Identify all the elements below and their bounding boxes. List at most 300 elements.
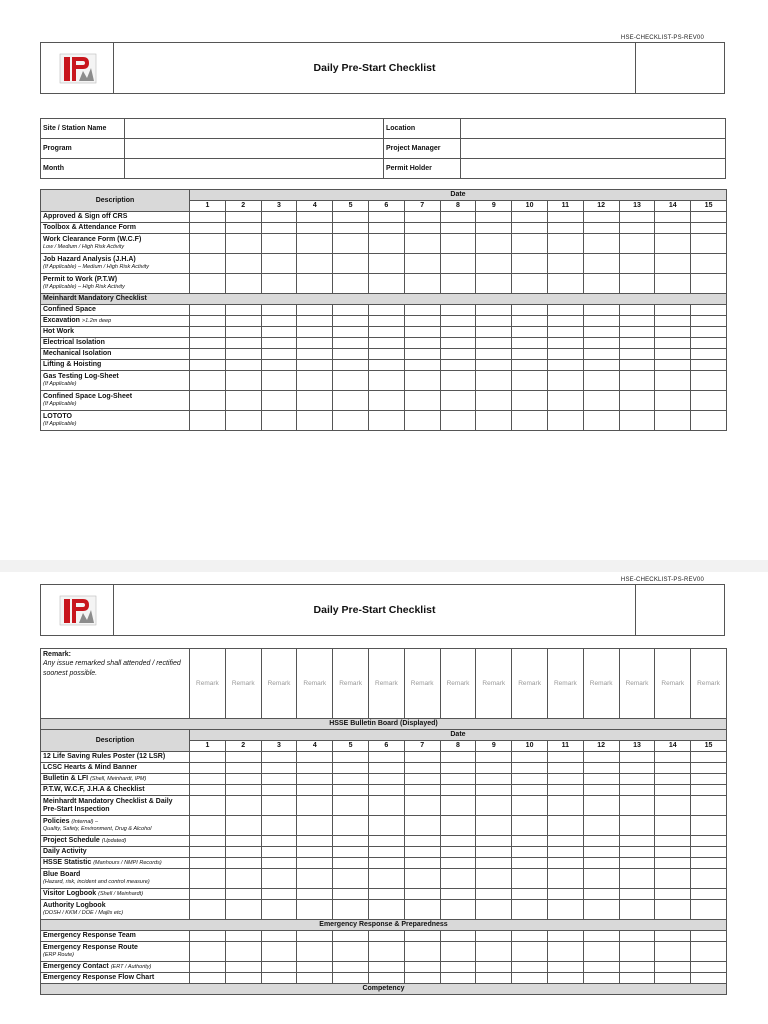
- check-cell[interactable]: [333, 391, 369, 411]
- check-cell[interactable]: [225, 391, 261, 411]
- check-cell[interactable]: [190, 234, 226, 254]
- check-cell[interactable]: [404, 274, 440, 294]
- check-cell[interactable]: [368, 212, 404, 223]
- check-cell[interactable]: [225, 316, 261, 327]
- check-cell[interactable]: [440, 774, 476, 785]
- check-cell[interactable]: [368, 411, 404, 431]
- check-cell[interactable]: [225, 371, 261, 391]
- check-cell[interactable]: [476, 371, 512, 391]
- check-cell[interactable]: [547, 796, 583, 816]
- check-cell[interactable]: [691, 816, 727, 836]
- check-cell[interactable]: [190, 962, 226, 973]
- check-cell[interactable]: [512, 796, 548, 816]
- check-cell[interactable]: [619, 316, 655, 327]
- check-cell[interactable]: [440, 212, 476, 223]
- check-cell[interactable]: [225, 847, 261, 858]
- check-cell[interactable]: [297, 785, 333, 796]
- check-cell[interactable]: [440, 752, 476, 763]
- check-cell[interactable]: [512, 360, 548, 371]
- check-cell[interactable]: [333, 796, 369, 816]
- check-cell[interactable]: [655, 900, 691, 920]
- check-cell[interactable]: [547, 774, 583, 785]
- check-cell[interactable]: [547, 869, 583, 889]
- check-cell[interactable]: [655, 371, 691, 391]
- check-cell[interactable]: [547, 316, 583, 327]
- check-cell[interactable]: [655, 360, 691, 371]
- check-cell[interactable]: [404, 973, 440, 984]
- check-cell[interactable]: [404, 316, 440, 327]
- check-cell[interactable]: [547, 223, 583, 234]
- remark-cell[interactable]: Remark: [547, 649, 583, 719]
- check-cell[interactable]: [476, 305, 512, 316]
- check-cell[interactable]: [547, 371, 583, 391]
- check-cell[interactable]: [225, 869, 261, 889]
- check-cell[interactable]: [404, 796, 440, 816]
- check-cell[interactable]: [261, 234, 297, 254]
- check-cell[interactable]: [583, 305, 619, 316]
- check-cell[interactable]: [619, 858, 655, 869]
- check-cell[interactable]: [655, 316, 691, 327]
- check-cell[interactable]: [583, 371, 619, 391]
- check-cell[interactable]: [333, 349, 369, 360]
- check-cell[interactable]: [691, 305, 727, 316]
- check-cell[interactable]: [476, 889, 512, 900]
- check-cell[interactable]: [619, 327, 655, 338]
- check-cell[interactable]: [512, 836, 548, 847]
- check-cell[interactable]: [297, 391, 333, 411]
- check-cell[interactable]: [368, 254, 404, 274]
- check-cell[interactable]: [404, 223, 440, 234]
- check-cell[interactable]: [225, 212, 261, 223]
- check-cell[interactable]: [225, 785, 261, 796]
- check-cell[interactable]: [655, 234, 691, 254]
- check-cell[interactable]: [476, 774, 512, 785]
- check-cell[interactable]: [333, 223, 369, 234]
- check-cell[interactable]: [655, 836, 691, 847]
- check-cell[interactable]: [333, 942, 369, 962]
- check-cell[interactable]: [476, 360, 512, 371]
- check-cell[interactable]: [333, 816, 369, 836]
- check-cell[interactable]: [440, 858, 476, 869]
- check-cell[interactable]: [619, 836, 655, 847]
- check-cell[interactable]: [440, 349, 476, 360]
- check-cell[interactable]: [261, 973, 297, 984]
- check-cell[interactable]: [190, 900, 226, 920]
- check-cell[interactable]: [261, 212, 297, 223]
- check-cell[interactable]: [368, 349, 404, 360]
- check-cell[interactable]: [619, 900, 655, 920]
- check-cell[interactable]: [404, 349, 440, 360]
- check-cell[interactable]: [547, 973, 583, 984]
- check-cell[interactable]: [297, 223, 333, 234]
- check-cell[interactable]: [691, 360, 727, 371]
- check-cell[interactable]: [404, 869, 440, 889]
- check-cell[interactable]: [368, 962, 404, 973]
- check-cell[interactable]: [440, 254, 476, 274]
- check-cell[interactable]: [547, 816, 583, 836]
- check-cell[interactable]: [583, 869, 619, 889]
- check-cell[interactable]: [476, 234, 512, 254]
- check-cell[interactable]: [297, 305, 333, 316]
- check-cell[interactable]: [619, 234, 655, 254]
- check-cell[interactable]: [190, 327, 226, 338]
- check-cell[interactable]: [583, 931, 619, 942]
- check-cell[interactable]: [512, 338, 548, 349]
- check-cell[interactable]: [547, 411, 583, 431]
- check-cell[interactable]: [476, 223, 512, 234]
- check-cell[interactable]: [547, 836, 583, 847]
- remark-cell[interactable]: Remark: [655, 649, 691, 719]
- remark-cell[interactable]: Remark: [691, 649, 727, 719]
- check-cell[interactable]: [190, 816, 226, 836]
- check-cell[interactable]: [225, 973, 261, 984]
- check-cell[interactable]: [368, 327, 404, 338]
- check-cell[interactable]: [404, 836, 440, 847]
- check-cell[interactable]: [333, 360, 369, 371]
- check-cell[interactable]: [619, 962, 655, 973]
- check-cell[interactable]: [512, 327, 548, 338]
- check-cell[interactable]: [404, 371, 440, 391]
- remark-cell[interactable]: Remark: [225, 649, 261, 719]
- check-cell[interactable]: [190, 774, 226, 785]
- check-cell[interactable]: [583, 234, 619, 254]
- check-cell[interactable]: [261, 858, 297, 869]
- pm-input[interactable]: [461, 139, 726, 159]
- check-cell[interactable]: [512, 391, 548, 411]
- check-cell[interactable]: [691, 869, 727, 889]
- check-cell[interactable]: [476, 900, 512, 920]
- check-cell[interactable]: [583, 360, 619, 371]
- check-cell[interactable]: [225, 889, 261, 900]
- check-cell[interactable]: [440, 973, 476, 984]
- check-cell[interactable]: [404, 889, 440, 900]
- check-cell[interactable]: [547, 391, 583, 411]
- check-cell[interactable]: [547, 254, 583, 274]
- check-cell[interactable]: [440, 360, 476, 371]
- check-cell[interactable]: [512, 973, 548, 984]
- check-cell[interactable]: [691, 931, 727, 942]
- check-cell[interactable]: [225, 796, 261, 816]
- check-cell[interactable]: [547, 900, 583, 920]
- check-cell[interactable]: [476, 858, 512, 869]
- check-cell[interactable]: [333, 763, 369, 774]
- check-cell[interactable]: [476, 836, 512, 847]
- check-cell[interactable]: [512, 774, 548, 785]
- check-cell[interactable]: [225, 763, 261, 774]
- check-cell[interactable]: [691, 234, 727, 254]
- check-cell[interactable]: [691, 349, 727, 360]
- check-cell[interactable]: [261, 869, 297, 889]
- check-cell[interactable]: [476, 254, 512, 274]
- remark-cell[interactable]: Remark: [440, 649, 476, 719]
- check-cell[interactable]: [297, 254, 333, 274]
- check-cell[interactable]: [333, 274, 369, 294]
- check-cell[interactable]: [368, 900, 404, 920]
- check-cell[interactable]: [440, 234, 476, 254]
- remark-cell[interactable]: Remark: [476, 649, 512, 719]
- program-input[interactable]: [125, 139, 384, 159]
- check-cell[interactable]: [440, 931, 476, 942]
- check-cell[interactable]: [297, 349, 333, 360]
- check-cell[interactable]: [368, 847, 404, 858]
- check-cell[interactable]: [619, 752, 655, 763]
- check-cell[interactable]: [333, 847, 369, 858]
- check-cell[interactable]: [297, 763, 333, 774]
- check-cell[interactable]: [583, 349, 619, 360]
- check-cell[interactable]: [190, 973, 226, 984]
- check-cell[interactable]: [225, 900, 261, 920]
- check-cell[interactable]: [691, 796, 727, 816]
- check-cell[interactable]: [655, 327, 691, 338]
- check-cell[interactable]: [190, 254, 226, 274]
- check-cell[interactable]: [691, 836, 727, 847]
- check-cell[interactable]: [512, 212, 548, 223]
- check-cell[interactable]: [583, 763, 619, 774]
- check-cell[interactable]: [190, 763, 226, 774]
- check-cell[interactable]: [190, 796, 226, 816]
- check-cell[interactable]: [691, 254, 727, 274]
- remark-cell[interactable]: Remark: [583, 649, 619, 719]
- check-cell[interactable]: [297, 212, 333, 223]
- check-cell[interactable]: [619, 931, 655, 942]
- check-cell[interactable]: [297, 774, 333, 785]
- check-cell[interactable]: [404, 411, 440, 431]
- check-cell[interactable]: [512, 785, 548, 796]
- check-cell[interactable]: [691, 774, 727, 785]
- check-cell[interactable]: [619, 360, 655, 371]
- check-cell[interactable]: [261, 763, 297, 774]
- check-cell[interactable]: [368, 836, 404, 847]
- check-cell[interactable]: [261, 785, 297, 796]
- check-cell[interactable]: [261, 254, 297, 274]
- check-cell[interactable]: [190, 752, 226, 763]
- check-cell[interactable]: [691, 962, 727, 973]
- check-cell[interactable]: [261, 411, 297, 431]
- check-cell[interactable]: [333, 752, 369, 763]
- check-cell[interactable]: [655, 858, 691, 869]
- check-cell[interactable]: [333, 962, 369, 973]
- check-cell[interactable]: [583, 847, 619, 858]
- check-cell[interactable]: [368, 274, 404, 294]
- check-cell[interactable]: [368, 869, 404, 889]
- remark-cell[interactable]: Remark: [619, 649, 655, 719]
- check-cell[interactable]: [225, 774, 261, 785]
- check-cell[interactable]: [476, 274, 512, 294]
- check-cell[interactable]: [547, 942, 583, 962]
- check-cell[interactable]: [583, 942, 619, 962]
- check-cell[interactable]: [297, 796, 333, 816]
- check-cell[interactable]: [368, 360, 404, 371]
- check-cell[interactable]: [655, 785, 691, 796]
- check-cell[interactable]: [225, 360, 261, 371]
- check-cell[interactable]: [440, 338, 476, 349]
- check-cell[interactable]: [583, 338, 619, 349]
- check-cell[interactable]: [225, 858, 261, 869]
- check-cell[interactable]: [655, 411, 691, 431]
- check-cell[interactable]: [512, 254, 548, 274]
- check-cell[interactable]: [404, 752, 440, 763]
- check-cell[interactable]: [512, 371, 548, 391]
- check-cell[interactable]: [619, 774, 655, 785]
- check-cell[interactable]: [225, 836, 261, 847]
- check-cell[interactable]: [655, 391, 691, 411]
- check-cell[interactable]: [261, 338, 297, 349]
- check-cell[interactable]: [261, 327, 297, 338]
- month-input[interactable]: [125, 159, 384, 179]
- check-cell[interactable]: [368, 223, 404, 234]
- check-cell[interactable]: [368, 942, 404, 962]
- check-cell[interactable]: [655, 223, 691, 234]
- check-cell[interactable]: [404, 816, 440, 836]
- check-cell[interactable]: [368, 858, 404, 869]
- check-cell[interactable]: [440, 274, 476, 294]
- check-cell[interactable]: [190, 836, 226, 847]
- check-cell[interactable]: [476, 973, 512, 984]
- check-cell[interactable]: [404, 900, 440, 920]
- check-cell[interactable]: [583, 796, 619, 816]
- check-cell[interactable]: [547, 360, 583, 371]
- check-cell[interactable]: [297, 973, 333, 984]
- check-cell[interactable]: [512, 962, 548, 973]
- check-cell[interactable]: [297, 889, 333, 900]
- check-cell[interactable]: [225, 305, 261, 316]
- check-cell[interactable]: [512, 942, 548, 962]
- check-cell[interactable]: [404, 847, 440, 858]
- check-cell[interactable]: [297, 858, 333, 869]
- check-cell[interactable]: [190, 338, 226, 349]
- check-cell[interactable]: [261, 774, 297, 785]
- check-cell[interactable]: [368, 931, 404, 942]
- check-cell[interactable]: [476, 349, 512, 360]
- remark-cell[interactable]: Remark: [297, 649, 333, 719]
- check-cell[interactable]: [404, 305, 440, 316]
- check-cell[interactable]: [404, 360, 440, 371]
- check-cell[interactable]: [440, 371, 476, 391]
- check-cell[interactable]: [619, 816, 655, 836]
- check-cell[interactable]: [261, 889, 297, 900]
- check-cell[interactable]: [190, 942, 226, 962]
- check-cell[interactable]: [583, 254, 619, 274]
- check-cell[interactable]: [512, 223, 548, 234]
- check-cell[interactable]: [225, 411, 261, 431]
- check-cell[interactable]: [368, 338, 404, 349]
- check-cell[interactable]: [297, 847, 333, 858]
- check-cell[interactable]: [547, 889, 583, 900]
- check-cell[interactable]: [619, 371, 655, 391]
- check-cell[interactable]: [440, 391, 476, 411]
- check-cell[interactable]: [583, 889, 619, 900]
- check-cell[interactable]: [619, 349, 655, 360]
- check-cell[interactable]: [261, 847, 297, 858]
- check-cell[interactable]: [333, 889, 369, 900]
- check-cell[interactable]: [655, 931, 691, 942]
- check-cell[interactable]: [190, 305, 226, 316]
- check-cell[interactable]: [619, 869, 655, 889]
- check-cell[interactable]: [261, 962, 297, 973]
- check-cell[interactable]: [512, 889, 548, 900]
- check-cell[interactable]: [619, 796, 655, 816]
- check-cell[interactable]: [583, 785, 619, 796]
- check-cell[interactable]: [547, 305, 583, 316]
- check-cell[interactable]: [476, 816, 512, 836]
- check-cell[interactable]: [440, 869, 476, 889]
- check-cell[interactable]: [691, 973, 727, 984]
- check-cell[interactable]: [583, 900, 619, 920]
- check-cell[interactable]: [619, 785, 655, 796]
- check-cell[interactable]: [297, 234, 333, 254]
- check-cell[interactable]: [583, 316, 619, 327]
- check-cell[interactable]: [655, 254, 691, 274]
- remark-cell[interactable]: Remark: [190, 649, 226, 719]
- check-cell[interactable]: [404, 338, 440, 349]
- check-cell[interactable]: [368, 796, 404, 816]
- check-cell[interactable]: [547, 763, 583, 774]
- check-cell[interactable]: [297, 360, 333, 371]
- check-cell[interactable]: [691, 371, 727, 391]
- check-cell[interactable]: [476, 752, 512, 763]
- check-cell[interactable]: [619, 212, 655, 223]
- check-cell[interactable]: [691, 785, 727, 796]
- check-cell[interactable]: [547, 274, 583, 294]
- check-cell[interactable]: [655, 752, 691, 763]
- check-cell[interactable]: [440, 785, 476, 796]
- check-cell[interactable]: [691, 889, 727, 900]
- check-cell[interactable]: [297, 327, 333, 338]
- check-cell[interactable]: [368, 785, 404, 796]
- check-cell[interactable]: [512, 858, 548, 869]
- check-cell[interactable]: [261, 816, 297, 836]
- check-cell[interactable]: [440, 796, 476, 816]
- check-cell[interactable]: [404, 774, 440, 785]
- check-cell[interactable]: [655, 973, 691, 984]
- check-cell[interactable]: [297, 274, 333, 294]
- check-cell[interactable]: [225, 752, 261, 763]
- check-cell[interactable]: [225, 327, 261, 338]
- check-cell[interactable]: [476, 327, 512, 338]
- check-cell[interactable]: [261, 349, 297, 360]
- check-cell[interactable]: [404, 391, 440, 411]
- check-cell[interactable]: [297, 836, 333, 847]
- check-cell[interactable]: [583, 816, 619, 836]
- check-cell[interactable]: [655, 763, 691, 774]
- check-cell[interactable]: [333, 836, 369, 847]
- check-cell[interactable]: [368, 234, 404, 254]
- check-cell[interactable]: [440, 847, 476, 858]
- check-cell[interactable]: [655, 942, 691, 962]
- check-cell[interactable]: [547, 234, 583, 254]
- check-cell[interactable]: [440, 962, 476, 973]
- check-cell[interactable]: [333, 931, 369, 942]
- check-cell[interactable]: [476, 391, 512, 411]
- check-cell[interactable]: [655, 889, 691, 900]
- check-cell[interactable]: [583, 391, 619, 411]
- check-cell[interactable]: [333, 234, 369, 254]
- check-cell[interactable]: [297, 752, 333, 763]
- check-cell[interactable]: [619, 973, 655, 984]
- check-cell[interactable]: [333, 212, 369, 223]
- check-cell[interactable]: [333, 338, 369, 349]
- check-cell[interactable]: [368, 371, 404, 391]
- check-cell[interactable]: [440, 327, 476, 338]
- check-cell[interactable]: [583, 962, 619, 973]
- check-cell[interactable]: [225, 338, 261, 349]
- check-cell[interactable]: [190, 847, 226, 858]
- check-cell[interactable]: [333, 254, 369, 274]
- check-cell[interactable]: [440, 411, 476, 431]
- check-cell[interactable]: [261, 391, 297, 411]
- check-cell[interactable]: [333, 316, 369, 327]
- check-cell[interactable]: [476, 796, 512, 816]
